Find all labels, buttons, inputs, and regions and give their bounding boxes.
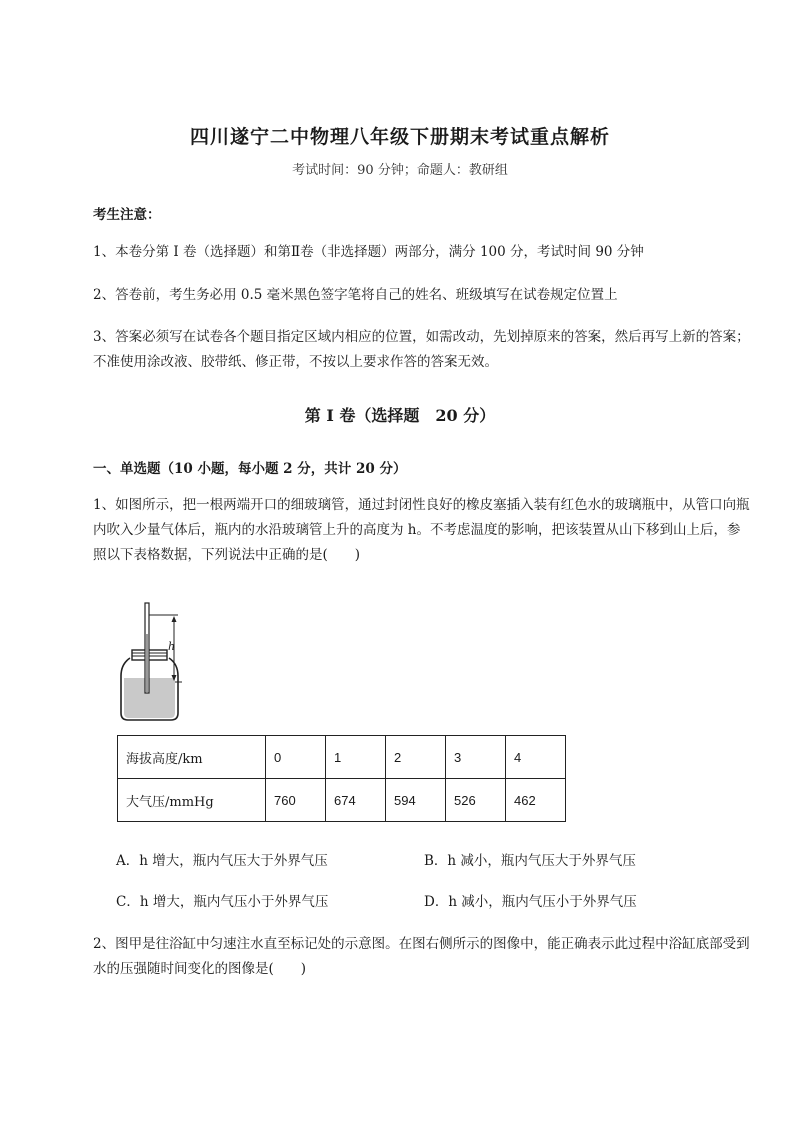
- exam-subtitle: 考试时间：90 分钟；命题人：教研组: [292, 163, 508, 178]
- part-heading: 一、单选题（10 小题，每小题 2 分，共计 20 分）: [93, 461, 407, 477]
- height-label: h: [168, 640, 176, 653]
- table-cell: 2: [386, 736, 446, 779]
- table-cell: 海拔高度/km: [118, 736, 266, 779]
- table-cell: 0: [266, 736, 326, 779]
- option-c[interactable]: C．h 增大，瓶内气压小于外界气压: [116, 894, 329, 910]
- exam-title: 四川遂宁二中物理八年级下册期末考试重点解析: [189, 126, 610, 148]
- table-cell: 462: [506, 779, 566, 822]
- pressure-table: [117, 735, 566, 822]
- bottle-diagram: [112, 598, 202, 723]
- question-2-text: 2、图甲是往浴缸中匀速注水直至标记处的示意图。在图右侧所示的图像中，能正确表示此过程中浴缸底部受到水的压强随时间变化的图像是( ): [93, 936, 750, 977]
- table-cell: 1: [326, 736, 386, 779]
- option-a[interactable]: A．h 增大，瓶内气压大于外界气压: [116, 853, 328, 869]
- question-1-text: 1、如图所示，把一根两端开口的细玻璃管，通过封闭性良好的橡皮塞插入装有红色水的玻璃瓶中，从管口向瓶内吹入少量气体后，瓶内的水沿玻璃管上升的高度为 h。不考虑温度的影响，把该装置从山下移到山上后，参照以下表格数据，下列说法中正确的是( ): [93, 497, 750, 563]
- table-cell: 3: [446, 736, 506, 779]
- table-cell: 760: [266, 779, 326, 822]
- table-cell: 526: [446, 779, 506, 822]
- table-row: [118, 779, 566, 822]
- notice-item-3: 3、答案必须写在试卷各个题目指定区域内相应的位置，如需改动，先划掉原来的答案，然后再写上新的答案；不准使用涂改液、胶带纸、修正带，不按以上要求作答的答案无效。: [93, 329, 750, 370]
- notice-item-2: 2、答卷前，考生务必用 0.5 毫米黑色签字笔将自己的姓名、班级填写在试卷规定位置上: [93, 287, 618, 303]
- section-title: 第 I 卷（选择题 20 分）: [304, 406, 496, 425]
- table-cell: 4: [506, 736, 566, 779]
- option-b[interactable]: B．h 减小，瓶内气压大于外界气压: [424, 853, 636, 869]
- table-row: [118, 736, 566, 779]
- notice-item-1: 1、本卷分第 I 卷（选择题）和第Ⅱ卷（非选择题）两部分，满分 100 分，考试时间 90 分钟: [93, 244, 644, 260]
- option-d[interactable]: D．h 减小，瓶内气压小于外界气压: [424, 894, 637, 910]
- bottle-figure: [112, 598, 202, 723]
- table-cell: 大气压/mmHg: [118, 779, 266, 822]
- table-cell: 674: [326, 779, 386, 822]
- table-cell: 594: [386, 779, 446, 822]
- notice-heading: 考生注意：: [93, 207, 161, 223]
